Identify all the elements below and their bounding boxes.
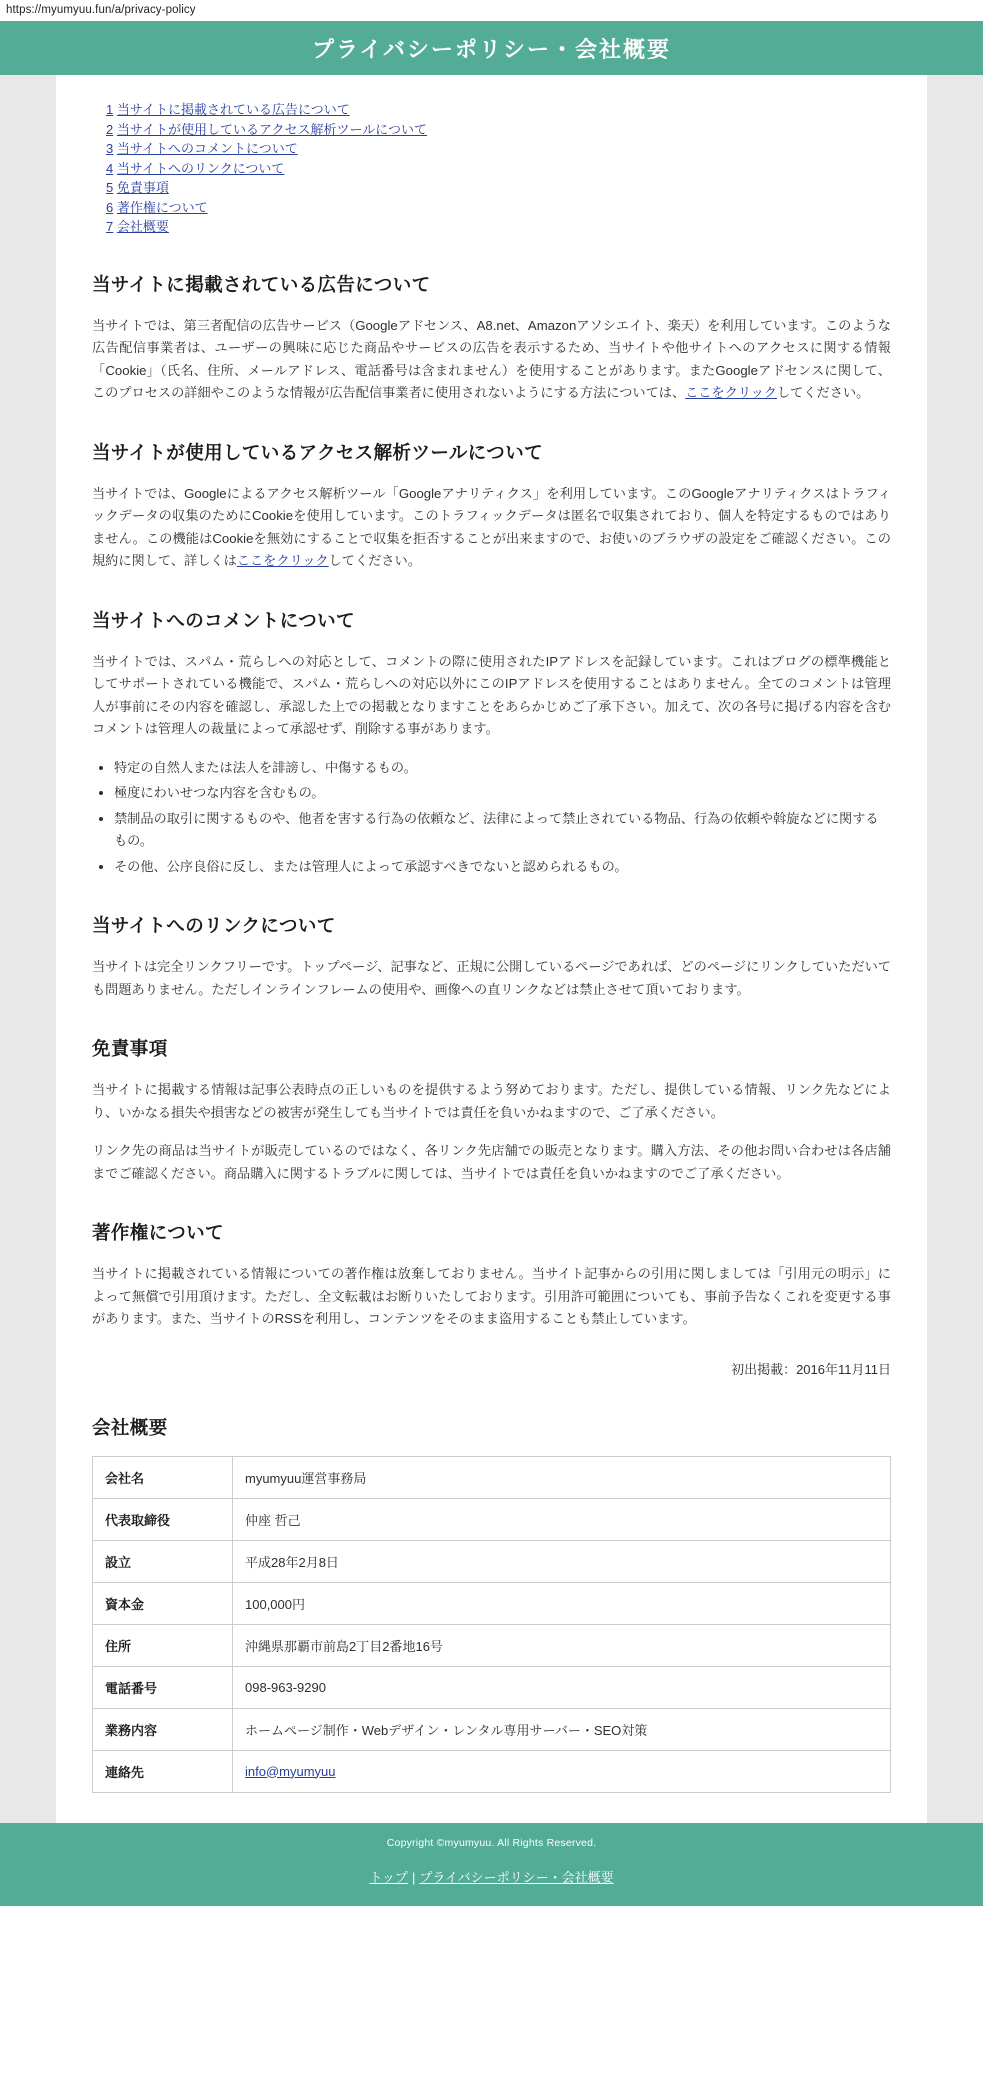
footer-links (0, 1867, 983, 1886)
toc-link-copyright[interactable]: 著作権について (116, 199, 208, 215)
url-text: https://myumyuu.fun/a/privacy-policy (6, 4, 196, 16)
page-title: プライバシーポリシー・会社概要 (312, 36, 671, 62)
list-item: • 特定の自然人または法人を誹謗し、中傷するもの。 (114, 757, 891, 780)
section-heading-analytics: 当サイトが使用しているアクセス解析ツールについて (92, 441, 544, 463)
footer-separator: | (411, 1869, 416, 1885)
row-key: 住所 (93, 1624, 233, 1666)
table-row (93, 1456, 891, 1498)
toc-number: 6 (106, 199, 114, 215)
analytics-paragraph-after: してください。 (328, 553, 421, 568)
section-body-links: 当サイトは完全リンクフリーです。トップページ、記事など、正規に公開しているページであれば、どのページにリンクしていただいても問題ありません。ただしインラインフレームの使用や、画像への直リンクなどは禁止させて頂いております。 (92, 959, 891, 997)
section-body-disclaimer-1: 当サイトに掲載する情報は記事公表時点の正しいものを提供するよう努めております。ただし、提供している情報、リンク先などにより、いかなる損失や損害などの被害が発生しても当サイトでは責任を負いかねますので、ご了承ください。 (92, 1082, 891, 1120)
section-body-disclaimer-2: リンク先の商品は当サイトが販売しているのではなく、各リンク先店舗での販売となります。購入方法、その他お問い合わせは各店舗までご確認ください。商品購入に関するトラブルに関しては、当サイトでは責任を負いかねますのでご了承ください。 (92, 1143, 891, 1181)
table-row (93, 1582, 891, 1624)
contact-email-link[interactable]: info@myumyuu (245, 1763, 336, 1779)
list-item[interactable] (106, 101, 891, 120)
browser-url-bar[interactable] (0, 0, 983, 21)
list-item[interactable] (106, 140, 891, 159)
toc-link-analytics[interactable]: 当サイトが使用しているアクセス解析ツールについて (116, 121, 428, 137)
section-body-comments: 当サイトでは、スパム・荒らしへの対応として、コメントの際に使用されたIPアドレスを記録しています。これはブログの標準機能としてサポートされている機能で、スパム・荒らしへの対応以外にこのIPアドレスを使用することはありません。全てのコメントは管理人が事前にその内容を確認し、承認した上での掲載となりますことをあらかじめご了承下さい。加えて、次の各号に掲げる内容を含むコメントは管理人の裁量によって承認せず、削除する事があります。 (92, 653, 891, 736)
analytics-paragraph-before: 当サイトでは、Googleによるアクセス解析ツール「Googleアナリティクス」を利用しています。このGoogleアナリティクスはトラフィックデータの収集のためにCookieを使用しています。このトラフィックデータは匿名で収集されており、個人を特定するものではありません。この機能はCookieを無効にすることで収集を拒否することが出来ますので、お使いのブラウザの設定をご確認ください。この規約に関して、詳しくは (92, 485, 891, 568)
list-item[interactable] (106, 160, 891, 179)
toc-number: 3 (106, 141, 114, 156)
table-row (93, 1624, 891, 1666)
list-item[interactable] (106, 121, 891, 140)
row-value: 098-963-9290 (233, 1666, 891, 1708)
page-background (0, 75, 983, 1823)
list-item: • 極度にわいせつな内容を含むもの。 (114, 782, 891, 805)
list-item: • その他、公序良俗に反し、または管理人によって承認すべきでないと認められるもの。 (114, 856, 891, 879)
footer-copyright: Copyright ©myumyuu. All Rights Reserved. (386, 1836, 597, 1849)
toc-number: 7 (106, 219, 114, 234)
row-key: 資本金 (93, 1582, 233, 1624)
ads-paragraph-before: 当サイトでは、第三者配信の広告サービス（Googleアドセンス、A8.net、Amazonアソシエイト、楽天）を利用しています。このような広告配信事業者は、ユーザーの興味に応じた商品やサービスの広告を表示するため、当サイトや他サイトへのアクセスに関する情報「Cookie」（氏名、住所、メールアドレス、電話番号は含まれません）を使用することがあります。またGoogleアドセンスに関して、このプロセスの詳細やこのような情報が広告配信事業者に使用されないようにする方法については、 (92, 317, 891, 400)
row-value: myumyuu運営事務局 (233, 1456, 891, 1498)
row-key: 連絡先 (93, 1750, 233, 1792)
section-body-analytics (92, 483, 891, 573)
toc-number: 5 (106, 180, 114, 195)
content-area (56, 75, 927, 1823)
footer-link-top[interactable]: トップ (369, 1869, 408, 1885)
site-footer (0, 1823, 983, 1906)
row-value: 仲座 哲己 (233, 1498, 891, 1540)
table-row (93, 1540, 891, 1582)
section-heading-links: 当サイトへのリンクについて (92, 915, 336, 936)
section-heading-copyright: 著作権について (92, 1222, 224, 1243)
analytics-click-here-link[interactable]: ここをクリック (236, 553, 329, 568)
list-item[interactable] (106, 179, 891, 198)
row-value: 平成28年2月8日 (233, 1540, 891, 1582)
toc-link-ads[interactable]: 当サイトに掲載されている広告について (116, 102, 350, 117)
toc-link-links[interactable]: 当サイトへのリンクについて (116, 160, 285, 176)
table-of-contents (106, 101, 891, 237)
row-key: 業務内容 (93, 1708, 233, 1750)
row-key: 代表取締役 (93, 1498, 233, 1540)
table-row (93, 1666, 891, 1708)
list-item[interactable] (106, 199, 891, 218)
company-info-table (92, 1456, 891, 1793)
section-body-ads (92, 315, 891, 405)
ads-paragraph-after: してください。 (776, 385, 870, 400)
toc-number: 2 (106, 121, 114, 137)
table-row (93, 1708, 891, 1750)
row-value: ホームページ制作・Webデザイン・レンタル専用サーバー・SEO対策 (233, 1708, 891, 1750)
footer-link-privacy[interactable]: プライバシーポリシー・会社概要 (419, 1869, 614, 1885)
section-body-copyright: 当サイトに掲載されている情報についての著作権は放棄しておりません。当サイト記事からの引用に関しましては「引用元の明示」によって無償で引用頂けます。ただし、全文転載はお断りいたしております。引用許可範囲についても、事前予告なくこれを変更する事があります。また、当サイトのRSSを利用し、コンテンツをそのまま盗用することも禁止しています。 (92, 1266, 891, 1326)
section-heading-company: 会社概要 (92, 1416, 168, 1438)
row-value: 沖縄県那覇市前島2丁目2番地16号 (233, 1624, 891, 1666)
toc-link-disclaimer[interactable]: 免責事項 (116, 180, 169, 195)
comments-rules-list (92, 757, 891, 879)
row-value-contact (233, 1750, 891, 1792)
list-item: • 禁制品の取引に関するものや、他者を害する行為の依頼など、法律によって禁止されている物品、行為の依頼や斡旋などに関するもの。 (114, 808, 891, 853)
ads-click-here-link[interactable]: ここをクリック (685, 385, 777, 400)
table-row (93, 1498, 891, 1540)
site-header (0, 21, 983, 75)
toc-link-company[interactable]: 会社概要 (116, 219, 169, 234)
page-root (0, 21, 983, 1906)
section-heading-disclaimer: 免責事項 (92, 1038, 168, 1059)
toc-number: 4 (106, 160, 114, 176)
row-key: 電話番号 (93, 1666, 233, 1708)
row-value: 100,000円 (233, 1582, 891, 1624)
row-key: 設立 (93, 1540, 233, 1582)
published-date: 初出掲載：2016年11月11日 (731, 1361, 891, 1377)
toc-link-comments[interactable]: 当サイトへのコメントについて (116, 141, 298, 156)
toc-number: 1 (106, 102, 114, 117)
section-heading-ads: 当サイトに掲載されている広告について (92, 273, 431, 295)
section-heading-comments: 当サイトへのコメントについて (92, 609, 355, 631)
row-key: 会社名 (93, 1456, 233, 1498)
table-row (93, 1750, 891, 1792)
list-item[interactable] (106, 218, 891, 237)
